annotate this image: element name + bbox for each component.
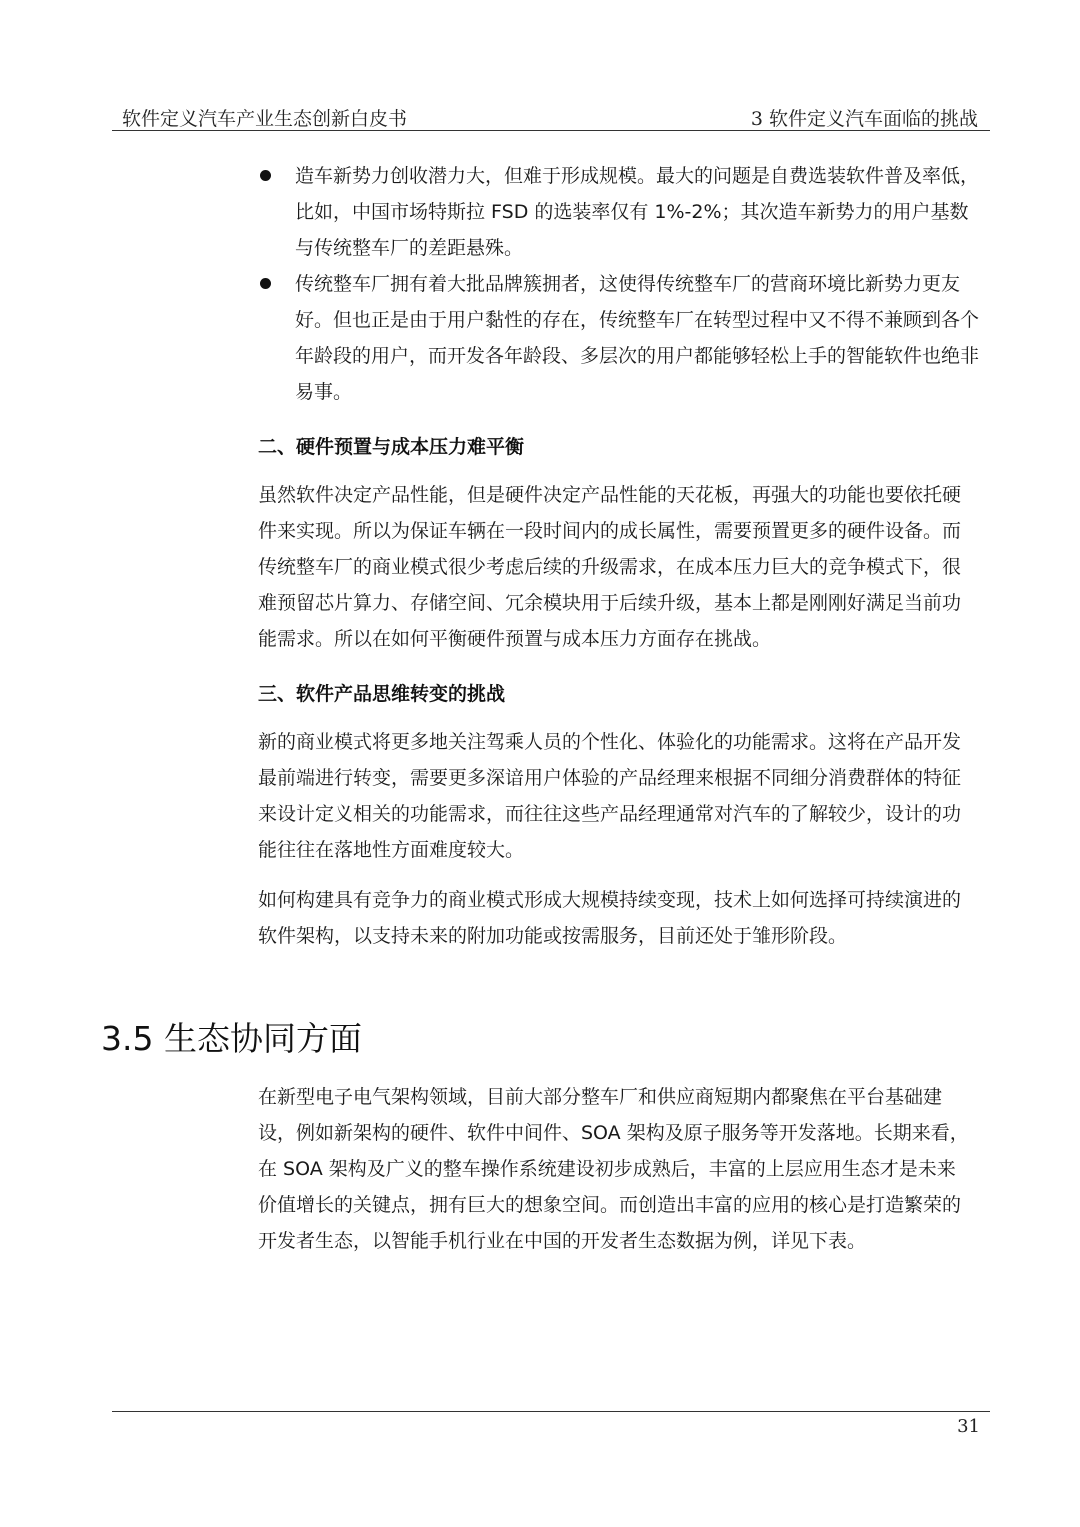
header-document-title: 软件定义汽车产业生态创新白皮书 [122,108,408,130]
subheading-hardware-cost: 二、硬件预置与成本压力难平衡 [258,436,525,458]
bullet-text: 造车新势力创收潜力大，但难于形成规模。最大的问题是自费选装软件普及率低，比如，中国市场特斯拉 FSD 的选装率仅有 1%-2%；其次造车新势力的用户基数与传统整车厂的差距悬殊。 [295,165,980,259]
footer-divider [112,1411,990,1412]
paragraph-hardware-cost: 虽然软件决定产品性能，但是硬件决定产品性能的天花板，再强大的功能也要依托硬件来实现。所以为保证车辆在一段时间内的成长属性，需要预置更多的硬件设备。而传统整车厂的商业模式很少考虑后续的升级需求，在成本压力巨大的竞争模式下，很难预留芯片算力、存储空间、冗余模块用于后续升级，基本上都是刚刚好满足当前功能需求。所以在如何平衡硬件预置与成本压力方面存在挑战。 [258,484,962,650]
paragraph-business-model: 如何构建具有竞争力的商业模式形成大规模持续变现，技术上如何选择可持续演进的软件架构，以支持未来的附加功能或按需服务，目前还处于雏形阶段。 [258,889,962,947]
header-chapter-title: 3 软件定义汽车面临的挑战 [750,108,978,130]
bullet-list [258,158,983,410]
subheading-product-thinking: 三、软件产品思维转变的挑战 [258,683,506,705]
bullet-dot-icon [260,170,271,181]
bullet-dot-icon [260,278,271,289]
paragraph-product-thinking: 新的商业模式将更多地关注驾乘人员的个性化、体验化的功能需求。这将在产品开发最前端进行转变，需要更多深谙用户体验的产品经理来根据不同细分消费群体的特征来设计定义相关的功能需求，而往往这些产品经理通常对汽车的了解较少，设计的功能往往在落地性方面难度较大。 [258,731,962,861]
page-header [112,98,990,131]
section-title: 3.5 生态协同方面 [101,1019,362,1058]
page-number: 31 [957,1416,980,1437]
paragraph-ecosystem: 在新型电子电气架构领域，目前大部分整车厂和供应商短期内都聚焦在平台基础建设，例如新架构的硬件、软件中间件、SOA 架构及原子服务等开发落地。长期来看，在 SOA 架构及广义的整车操作系统建设初步成熟后，丰富的上层应用生态才是未来价值增长的关键点，拥有巨大的想象空间。而创造出丰富的应用的核心是打造繁荣的开发者生态，以智能手机行业在中国的开发者生态数据为例，详见下表。 [258,1086,969,1252]
list-item [258,158,983,266]
bullet-text: 传统整车厂拥有着大批品牌簇拥者，这使得传统整车厂的营商环境比新势力更友好。但也正是由于用户黏性的存在，传统整车厂在转型过程中又不得不兼顾到各个年龄段的用户，而开发各年龄段、多层次的用户都能够轻松上手的智能软件也绝非易事。 [295,273,980,403]
list-item [258,266,983,410]
